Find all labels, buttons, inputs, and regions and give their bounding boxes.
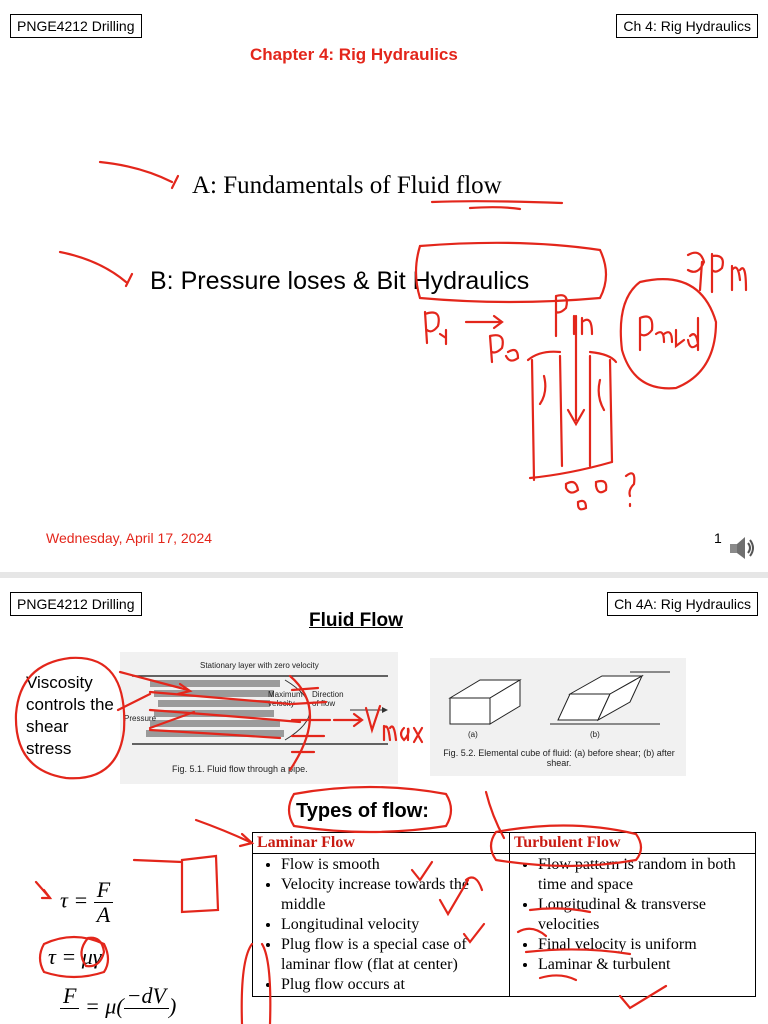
course-tag: PNGE4212 Drilling xyxy=(10,592,142,616)
list-item: • Plug flow is a special case of laminar flow (flat at center) xyxy=(281,935,507,975)
topic-b: B: Pressure loses & Bit Hydraulics xyxy=(150,267,530,295)
speaker-icon[interactable] xyxy=(728,534,756,562)
fig2-label-b: (b) xyxy=(590,730,600,739)
list-item: • Final velocity is uniform xyxy=(538,935,753,955)
laminar-header: Laminar Flow xyxy=(253,833,510,854)
turbulent-header: Turbulent Flow xyxy=(510,833,756,854)
turbulent-cell xyxy=(510,854,756,997)
laminar-cell xyxy=(253,854,510,997)
list-item: • Laminar & turbulent xyxy=(538,955,753,975)
figure-elemental-cube xyxy=(430,658,686,776)
fig1-caption: Fig. 5.1. Fluid flow through a pipe. xyxy=(172,764,308,774)
slide-title: Chapter 4: Rig Hydraulics xyxy=(250,45,458,64)
slide-2 xyxy=(0,580,768,1024)
fig2-label-a: (a) xyxy=(468,730,478,739)
list-item: • Flow pattern is random in both time and space xyxy=(538,855,753,895)
list-item: • Plug flow occurs at xyxy=(281,975,507,995)
fig1-label-dir: Direction of flow xyxy=(312,690,344,708)
newtonian-equation: F = μ( −dV ) xyxy=(60,984,176,1024)
slide-title: Fluid Flow xyxy=(309,610,403,631)
list-item: • Flow is smooth xyxy=(281,855,507,875)
course-tag: PNGE4212 Drilling xyxy=(10,14,142,38)
figure-pipe-flow xyxy=(120,652,398,784)
chapter-tag: Ch 4A: Rig Hydraulics xyxy=(607,592,758,616)
page-number: 1 xyxy=(714,530,722,546)
viscosity-callout: Viscosity controls the shear stress xyxy=(26,673,114,758)
list-item: • Longitudinal velocity xyxy=(281,915,507,935)
list-item: • Longitudinal & transverse velocities xyxy=(538,895,753,935)
flow-types-table xyxy=(252,832,756,997)
chapter-tag: Ch 4: Rig Hydraulics xyxy=(616,14,758,38)
slide-divider xyxy=(0,572,768,578)
topic-a: A: Fundamentals of Fluid flow xyxy=(192,172,502,199)
types-of-flow-title: Types of flow: xyxy=(296,800,429,822)
fig1-label-top: Stationary layer with zero velocity xyxy=(200,661,319,670)
fig1-label-max: Maximum velocity xyxy=(268,690,303,708)
list-item: • Velocity increase towards the middle xyxy=(281,875,507,915)
shear-stress-equation: τ = $\frac{F}{A}$ xyxy=(60,878,113,927)
fig1-label-pressure: Pressure xyxy=(124,714,157,723)
slide-date: Wednesday, April 17, 2024 xyxy=(46,530,213,546)
fig2-caption: Fig. 5.2. Elemental cube of fluid: (a) before shear; (b) after shear. xyxy=(443,748,675,768)
viscosity-equation: τ = μγ xyxy=(48,944,102,969)
